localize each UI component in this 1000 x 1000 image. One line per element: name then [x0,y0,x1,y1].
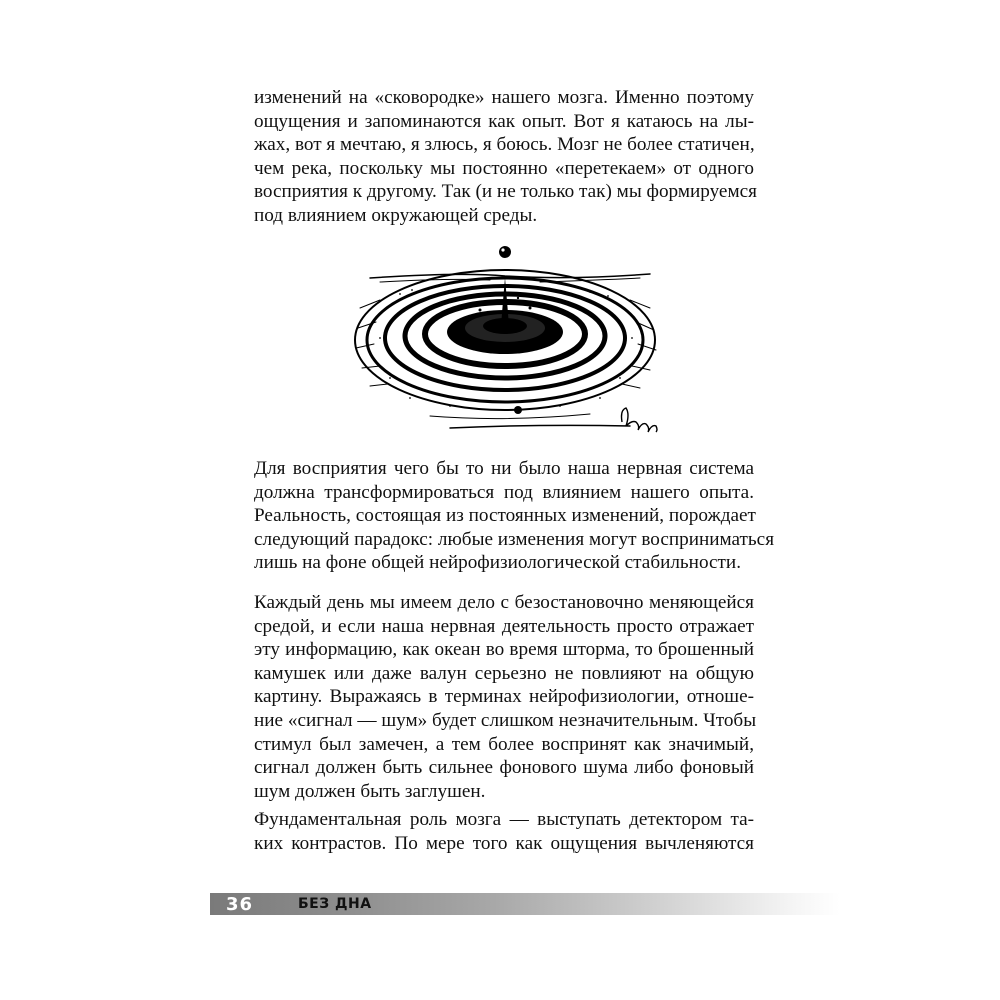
text-line: картину. Выражаясь в терминах нейрофизиологии, отноше- [254,686,754,708]
paragraph-2 [254,457,775,575]
text-line: под влиянием окружающей среды. [254,204,538,226]
text-line: сигнал должен быть сильнее фонового шума либо фоновый [254,757,754,779]
text-line: средой, и если наша нервная деятельность просто отражает [254,615,754,637]
text-line: камушек или даже валун серьезно не повлияют на общую [254,662,754,684]
text-line: Каждый день мы имеем дело с безостановочно меняющейся [254,592,754,613]
text-line: восприятия к другому. Так (и не только так) мы формируемся [254,181,757,203]
page-number: 36 [226,894,254,915]
text-line: должна трансформироваться под влиянием нашего опыта. [254,481,754,503]
paragraph-4 [254,808,754,855]
text-line: жах, вот я мечтаю, я злюсь, я боюсь. Мозг не более статичен, [254,134,755,156]
text-line: шум должен быть заглушен. [254,780,486,802]
text-line: стимул был замечен, а тем более воспринят как значимый, [254,733,754,755]
text-line: чем река, поскольку мы постоянно «перетекаем» от одного [254,157,754,179]
text-line: ние «сигнал — шум» будет слишком незначительным. Чтобы [254,709,757,731]
text-line: Реальность, состоящая из постоянных изменений, порождает [254,505,756,527]
water-drop-ripples-illustration [340,238,670,438]
text-line: изменений на «сковородке» нашего мозга. Именно поэтому [254,87,754,108]
running-head: БЕЗ ДНА [298,896,372,912]
text-line: Фундаментальная роль мозга — выступать детектором та- [254,809,754,830]
text-line: лишь на фоне общей нейрофизиологической стабильности. [254,552,741,574]
text-line: ких контрастов. По мере того как ощущения вычленяются [254,832,754,854]
paragraph-1 [254,86,757,228]
artist-signature [622,408,658,432]
paragraph-3 [254,591,757,803]
text-line: следующий парадокс: любые изменения могут восприниматься [254,528,775,550]
text-line: Для восприятия чего бы то ни было наша нервная система [254,458,754,479]
text-line: эту информацию, как океан во время шторма, то брошенный [254,639,754,661]
text-line: ощущения и запоминаются как опыт. Вот я катаюсь на лы- [254,110,754,132]
